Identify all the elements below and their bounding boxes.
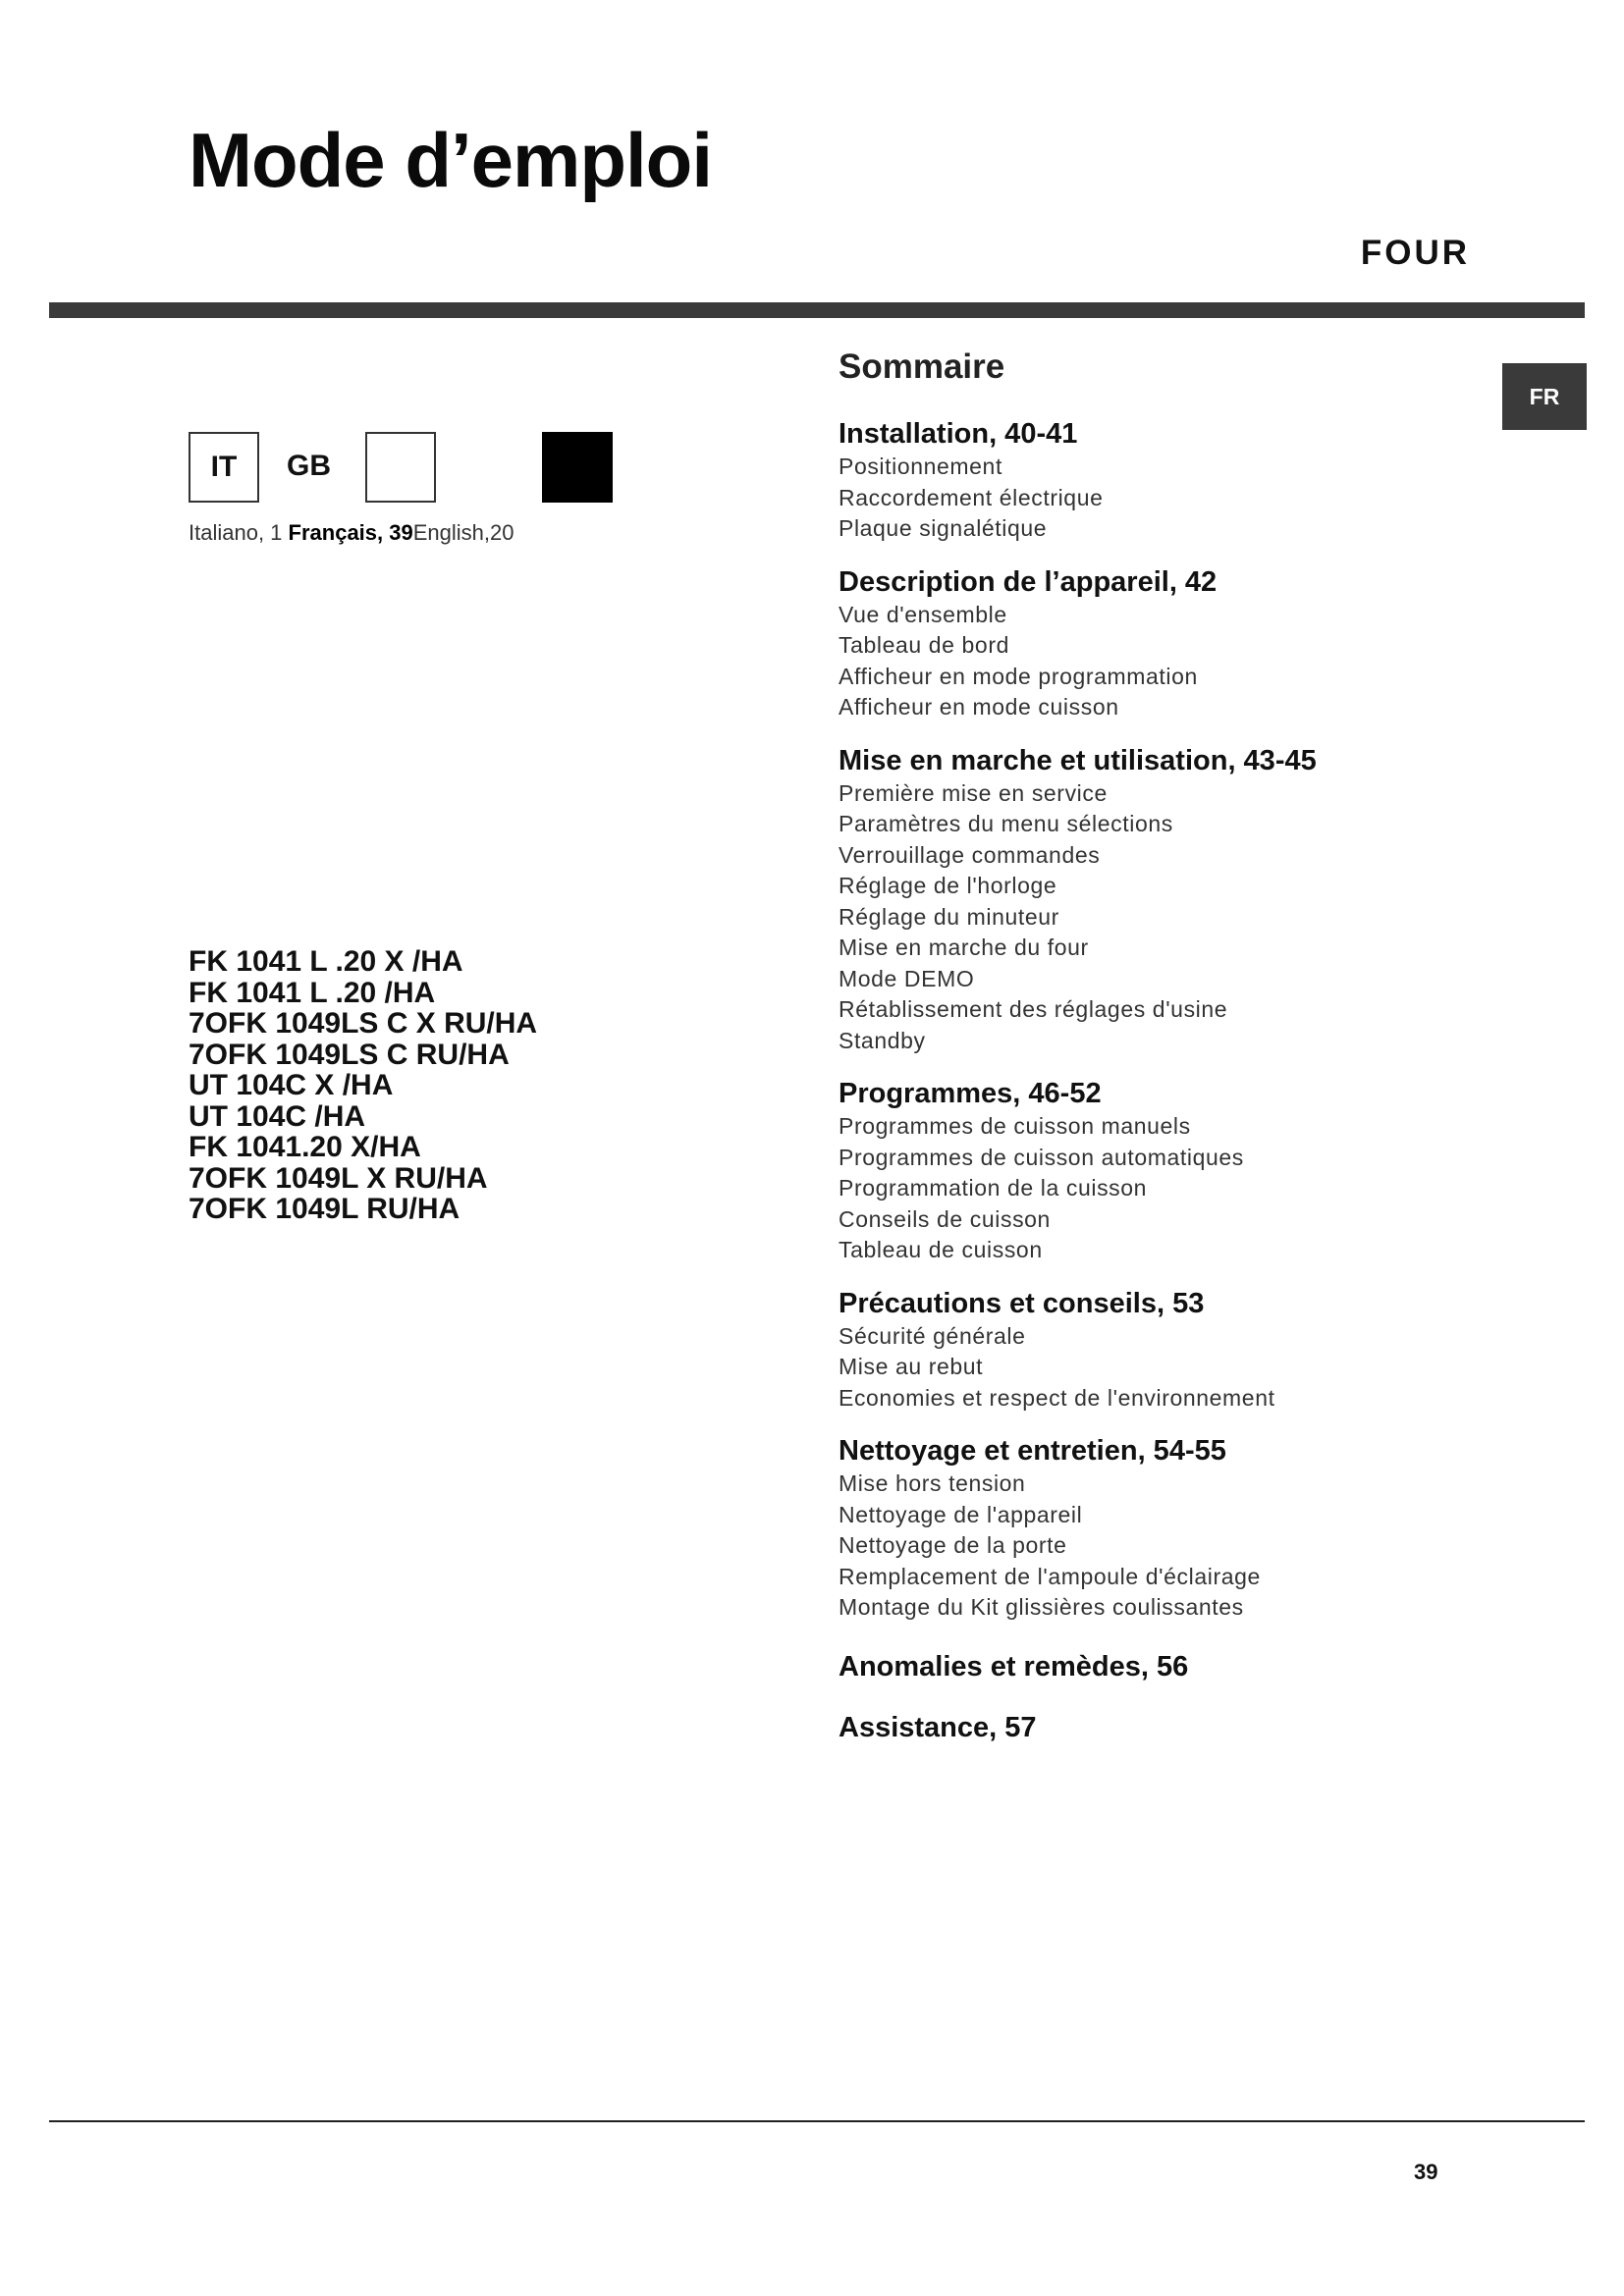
language-tab-fr: FR	[1502, 363, 1587, 430]
toc-section-assistance	[839, 1710, 1388, 1745]
toc-item: Réglage de l'horloge	[839, 873, 1057, 898]
toc-section-title: Anomalies et remèdes, 56	[839, 1650, 1189, 1682]
model-item: UT 104C X /HA	[189, 1069, 394, 1101]
language-selector	[189, 432, 621, 505]
toc-section-title: Nettoyage et entretien, 54-55	[839, 1435, 1226, 1467]
toc-section-nettoyage	[839, 1433, 1388, 1624]
lang-box-filled	[542, 432, 613, 503]
toc-item: Paramètres du menu sélections	[839, 811, 1173, 836]
language-page-index	[189, 520, 514, 546]
toc-heading: Sommaire	[839, 347, 1005, 386]
model-item: 7OFK 1049L X RU/HA	[189, 1161, 488, 1195]
header-divider	[49, 302, 1585, 318]
toc-item: Standby	[839, 1027, 926, 1053]
model-list	[189, 946, 537, 1225]
toc-section-description	[839, 564, 1388, 723]
toc-item: Verrouillage commandes	[839, 841, 1101, 868]
toc-item: Montage du Kit glissières coulissantes	[839, 1594, 1244, 1620]
model-item: 7OFK 1049L RU/HA	[189, 1193, 460, 1225]
lang-francais: Français, 39	[288, 520, 413, 545]
model-item: 7OFK 1049LS C X RU/HA	[189, 1007, 538, 1040]
model-item: FK 1041 L .20 X /HA	[189, 945, 463, 978]
toc-item: Afficheur en mode programmation	[839, 663, 1198, 689]
lang-box-it: IT	[189, 432, 259, 503]
toc-section-precautions	[839, 1286, 1388, 1415]
toc-section-title: Programmes, 46-52	[839, 1078, 1102, 1109]
toc-section-anomalies	[839, 1649, 1388, 1684]
toc-item: Economies et respect de l'environnement	[839, 1384, 1275, 1411]
page-number: 39	[1414, 2160, 1438, 2184]
toc-section-title: Précautions et conseils, 53	[839, 1287, 1205, 1319]
toc-item: Sécurité générale	[839, 1322, 1026, 1349]
toc-item: Mise en marche du four	[839, 934, 1089, 960]
toc-item: Nettoyage de la porte	[839, 1532, 1067, 1558]
toc-item: Tableau de cuisson	[839, 1237, 1043, 1262]
toc-item: Programmes de cuisson manuels	[839, 1113, 1191, 1139]
footer-divider	[49, 2120, 1585, 2122]
toc-item: Programmes de cuisson automatiques	[839, 1144, 1244, 1170]
toc-section-title: Description de l’appareil, 42	[839, 565, 1218, 598]
toc-item: Mode DEMO	[839, 965, 975, 991]
toc-section-mise-en-marche	[839, 743, 1388, 1057]
model-item: UT 104C /HA	[189, 1099, 366, 1133]
toc-item: Remplacement de l'ampoule d'éclairage	[839, 1563, 1261, 1589]
toc-item: Mise au rebut	[839, 1354, 984, 1379]
toc-item: Tableau de bord	[839, 632, 1009, 658]
toc-item: Nettoyage de l'appareil	[839, 1501, 1083, 1527]
lang-english: English,20	[412, 520, 514, 545]
toc-item: Raccordement électrique	[839, 484, 1104, 510]
toc-section-installation	[839, 416, 1388, 545]
toc-section-title: Assistance, 57	[839, 1711, 1037, 1743]
toc-section-title: Mise en marche et utilisation, 43-45	[839, 744, 1317, 776]
lang-label-gb: GB	[287, 450, 331, 482]
toc-item: Conseils de cuisson	[839, 1205, 1051, 1232]
toc-section-programmes	[839, 1076, 1388, 1266]
toc-item: Réglage du minuteur	[839, 903, 1059, 930]
lang-box-empty	[365, 432, 436, 503]
toc-item: Mise hors tension	[839, 1470, 1026, 1496]
toc-item: Rétablissement des réglages d'usine	[839, 996, 1228, 1022]
product-label: FOUR	[1360, 234, 1470, 272]
toc-item: Positionnement	[839, 454, 1002, 479]
toc-item: Vue d'ensemble	[839, 601, 1007, 627]
toc-item: Première mise en service	[839, 779, 1108, 806]
toc-section-title: Installation, 40-41	[839, 418, 1078, 450]
model-item: FK 1041 L .20 /HA	[189, 976, 436, 1009]
page-title: Mode d’emploi	[189, 117, 712, 203]
toc-item: Afficheur en mode cuisson	[839, 694, 1119, 720]
toc-item: Plaque signalétique	[839, 515, 1048, 541]
lang-italiano: Italiano, 1	[189, 520, 283, 545]
toc-item: Programmation de la cuisson	[839, 1175, 1148, 1201]
model-item: FK 1041.20 X/HA	[189, 1131, 421, 1163]
model-item: 7OFK 1049LS C RU/HA	[189, 1038, 510, 1071]
table-of-contents	[839, 347, 1388, 1765]
